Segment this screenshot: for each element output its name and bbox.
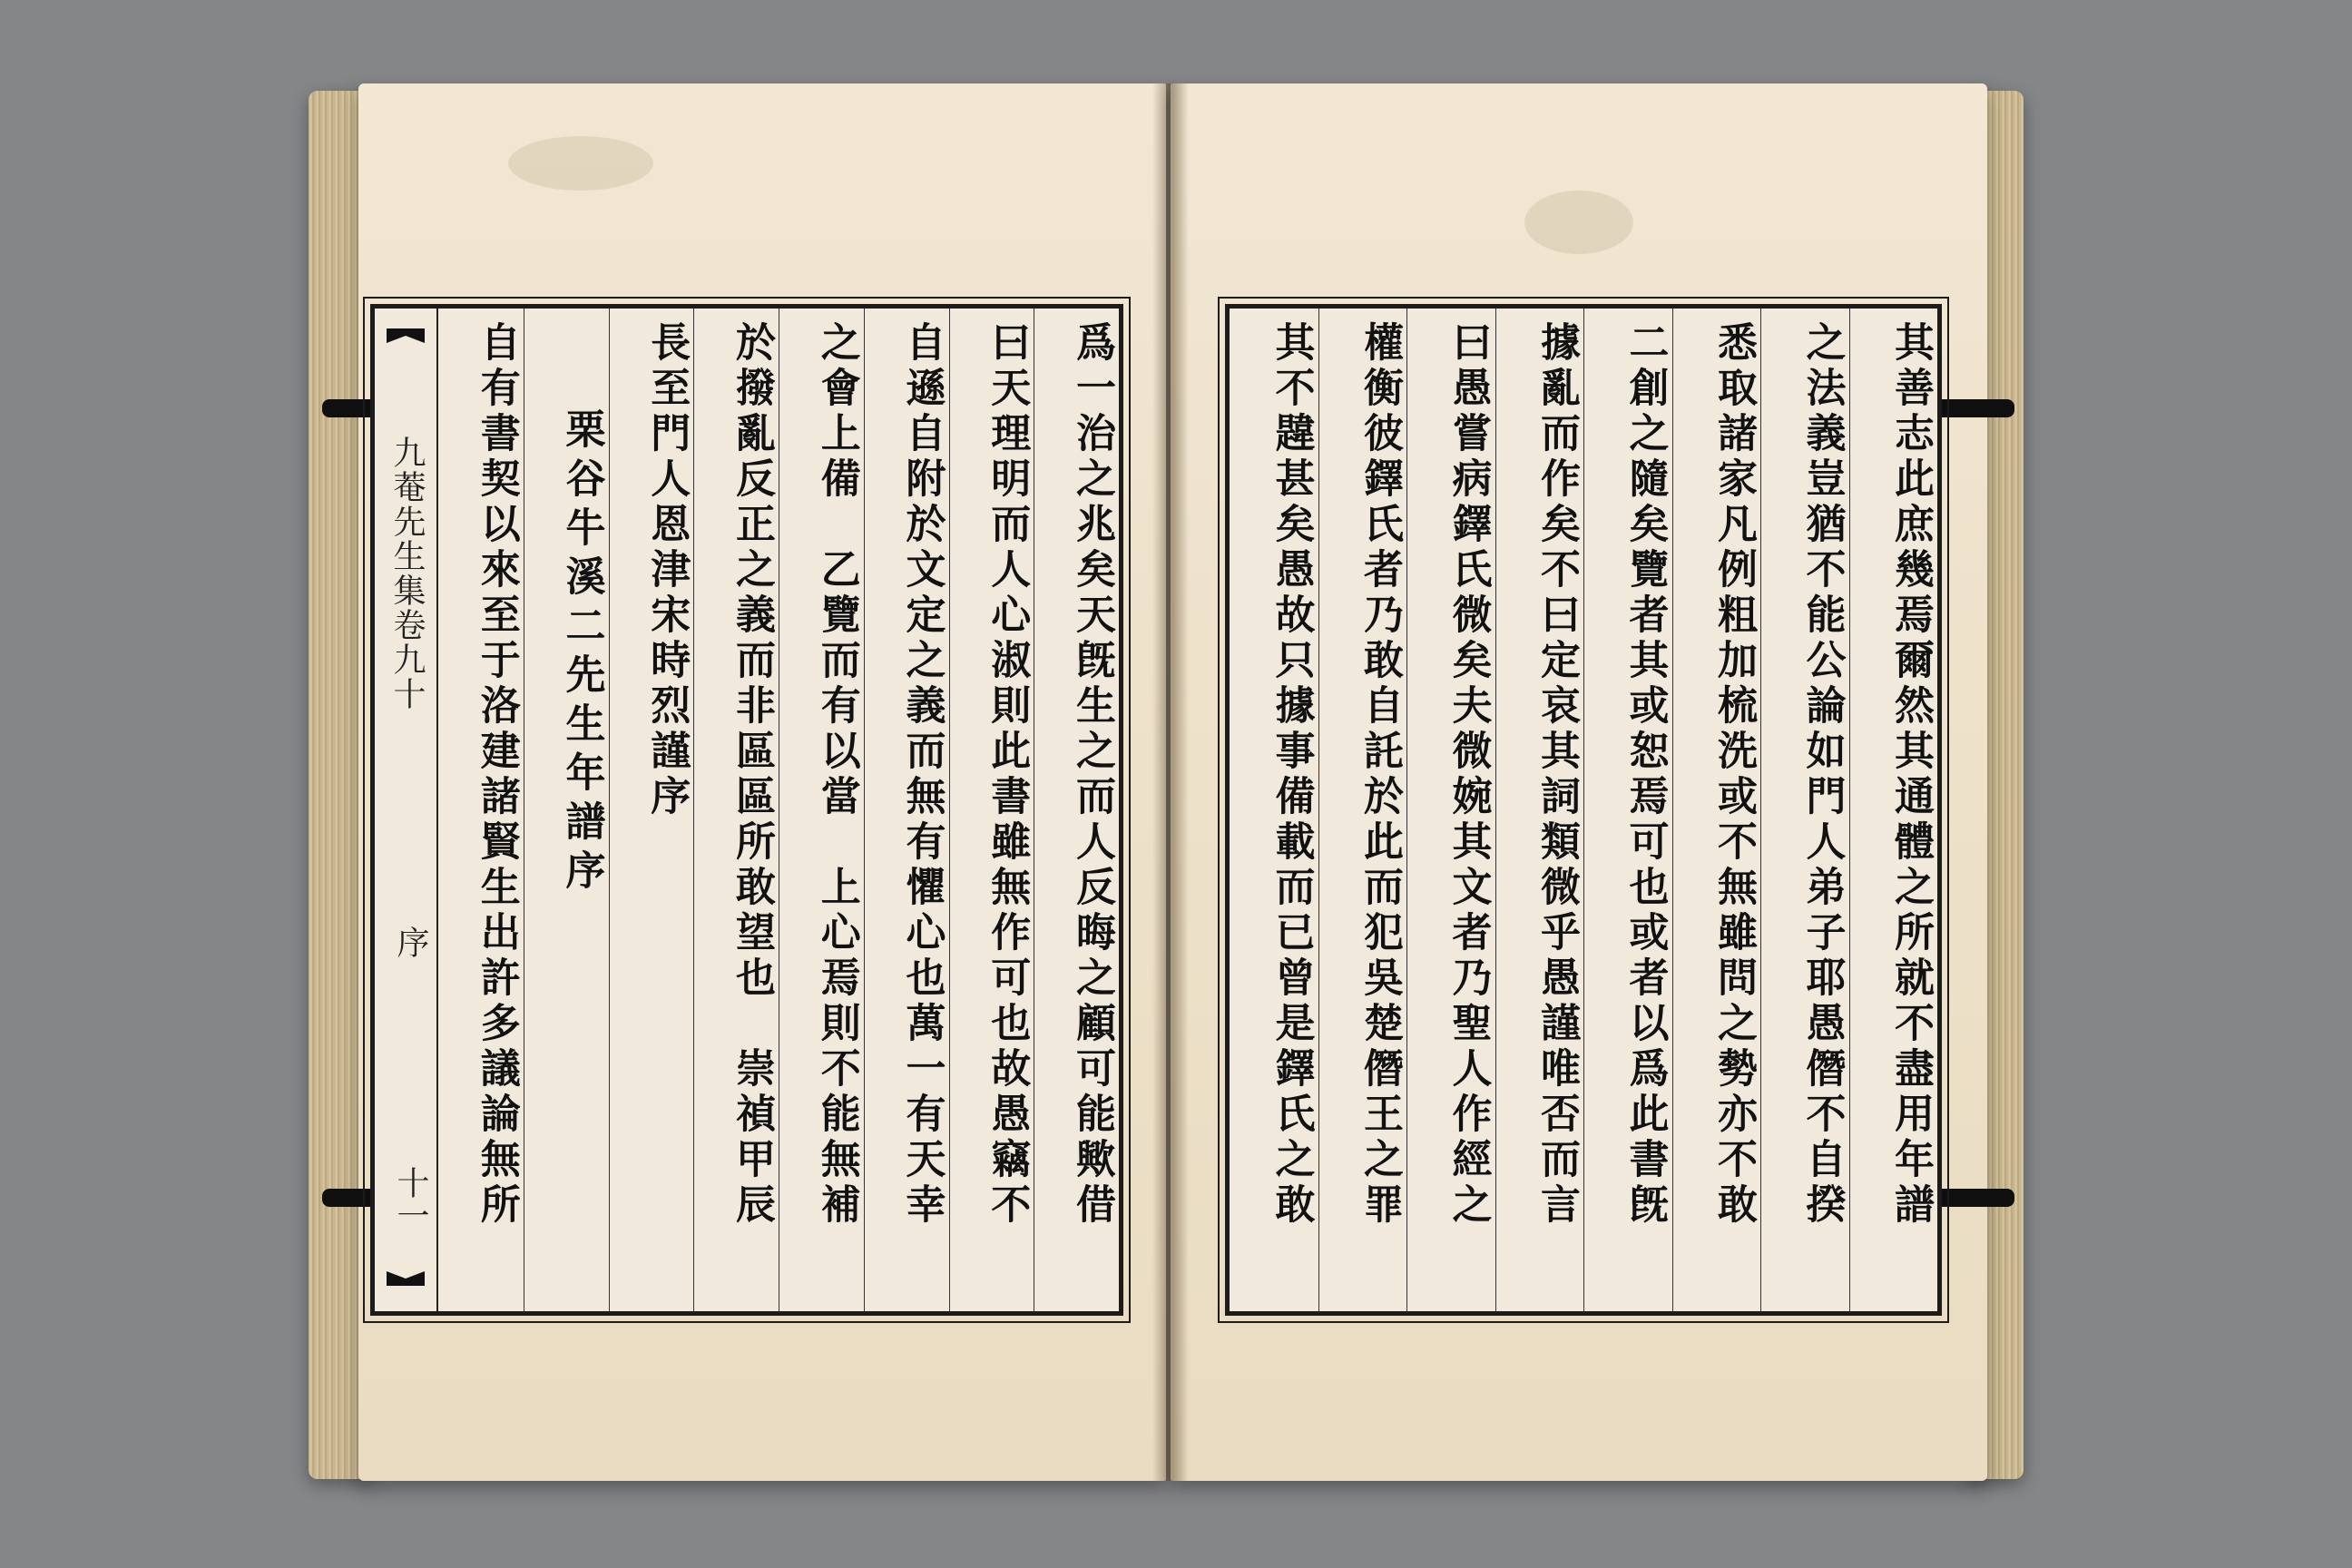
fish-tail-marker-icon [385,325,426,367]
text-column: 二創之隨矣覽者其或恕焉可也或者以爲此書旣 [1583,309,1672,1311]
text-column: 悉取諸家凡例粗加梳洗或不無雖問之勢亦不敢 [1672,309,1761,1311]
left-text-frame [370,304,1123,1316]
text-column: 據亂而作矣不曰定哀其詞類微乎愚謹唯否而言 [1495,309,1584,1311]
page-number: 十一 [392,1166,429,1231]
left-text-columns [438,309,1119,1311]
text-column: 之會上備 乙覽而有以當 上心焉則不能無補 [779,309,864,1311]
collection-title: 九菴先生集卷九十 [388,436,426,711]
text-column: 曰天理明而人心淑則此書雖無作可也故愚竊不 [949,309,1034,1311]
text-column: 自遜自附於文定之義而無有懼心也萬一有天幸 [864,309,949,1311]
text-column: 權衡彼鐸氏者乃敢自託於此而犯吳楚僭王之罪 [1318,309,1407,1311]
book-gutter [1152,83,1189,1481]
text-column: 爲一治之兆矣天旣生之而人反晦之顧可能歟借 [1034,309,1119,1311]
paper-stain [508,136,653,191]
page-margin-column [375,309,438,1311]
text-column: 其善志此庶幾焉爾然其通體之所就不盡用年譜 [1849,309,1938,1311]
text-column: 長至門人恩津宋時烈謹序 [609,309,694,1311]
text-column: 於撥亂反正之義而非區區所敢望也 崇禎甲辰 [693,309,779,1311]
text-column: 其不韙甚矣愚故只據事備載而已曾是鐸氏之敢 [1268,321,1315,1229]
preface-heading: 栗谷牛溪二先生年譜序 [524,309,609,1311]
text-column: 之法義豈猶不能公論如門人弟子耶愚僭不自揆 [1760,309,1849,1311]
paper-stain [1524,191,1633,254]
binding-thread [1933,1189,2014,1207]
section-label: 序 [392,926,429,958]
text-column: 曰愚嘗病鐸氏微矣夫微婉其文者乃聖人作經之 [1406,309,1495,1311]
fish-tail-marker-icon [385,1248,426,1289]
text-column: 自有書契以來至于洛建諸賢生出許多議論無所 [473,321,520,1229]
binding-thread [1933,399,2014,417]
right-text-columns [1230,309,1937,1311]
right-text-frame [1225,304,1942,1316]
